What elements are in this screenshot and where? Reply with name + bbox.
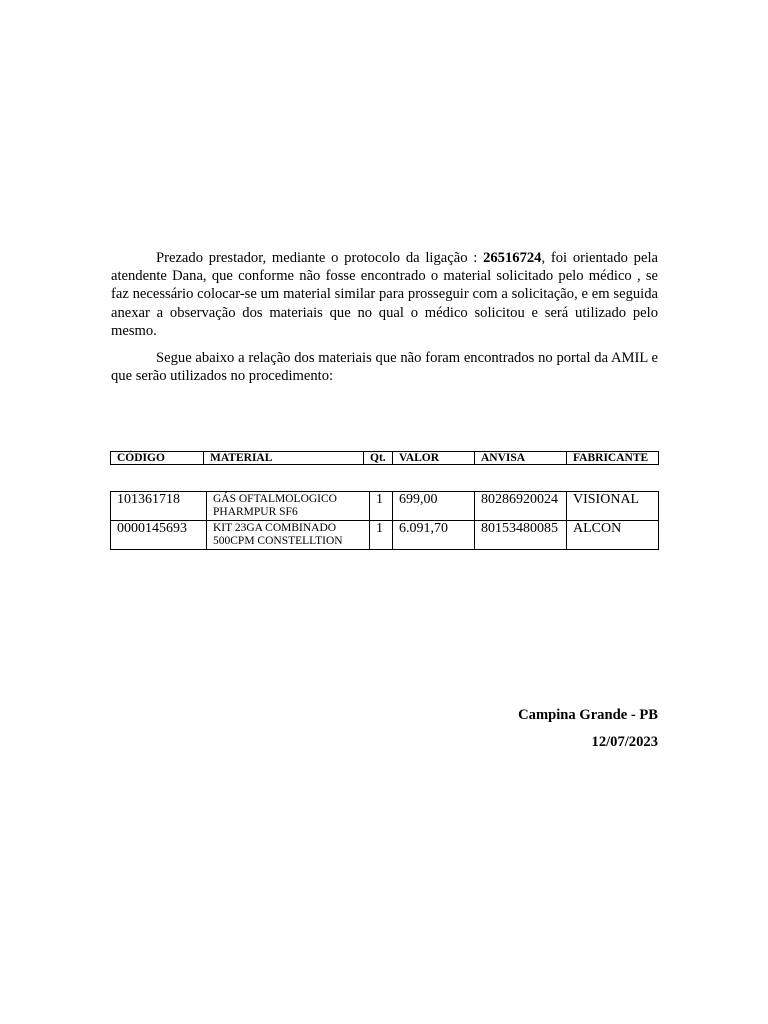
cell-material: GÁS OFTALMOLOGICO PHARMPUR SF6 [207,492,370,521]
cell-codigo: 101361718 [111,492,207,521]
materials-header-table [110,451,659,465]
header-valor: VALOR [393,452,475,465]
cell-fabricante: ALCON [567,521,659,550]
header-qt: Qt. [364,452,393,465]
cell-qt: 1 [370,521,393,550]
paragraph-protocol [111,249,658,340]
letter-body [111,249,658,385]
materials-table [110,491,659,550]
cell-anvisa: 80153480085 [475,521,567,550]
cell-anvisa: 80286920024 [475,492,567,521]
header-anvisa: ANVISA [475,452,567,465]
cell-qt: 1 [370,492,393,521]
cell-codigo: 0000145693 [111,521,207,550]
header-fabricante: FABRICANTE [567,452,659,465]
table-row [111,492,659,521]
signature-city: Campina Grande - PB [518,707,658,723]
protocol-number: 26516724 [483,250,542,266]
cell-valor: 6.091,70 [393,521,475,550]
table-row [111,521,659,550]
cell-fabricante: VISIONAL [567,492,659,521]
header-material: MATERIAL [204,452,364,465]
paragraph-1-intro: Prezado prestador, mediante o protocolo da ligação : [156,250,484,266]
cell-material: KIT 23GA COMBINADO 500CPM CONSTELLTION [207,521,370,550]
paragraph-materials-intro: Segue abaixo a relação dos materiais que não foram encontrados no portal da AMIL e que serão utilizados no procedimento: [111,350,658,385]
paragraph-1-rest: , foi orientado pela atendente Dana, que conforme não fosse encontrado o material solicitado pelo médico , se faz necessário colocar-se um material similar para prosseguir com a solicitação, e em seguida anexar a observação dos materiais que no qual o médico solicitou e será utilizado pelo mesmo. [111,250,658,339]
signature-date: 12/07/2023 [591,734,658,750]
header-codigo: CÓDIGO [111,452,204,465]
table-header-row [111,452,659,465]
cell-valor: 699,00 [393,492,475,521]
